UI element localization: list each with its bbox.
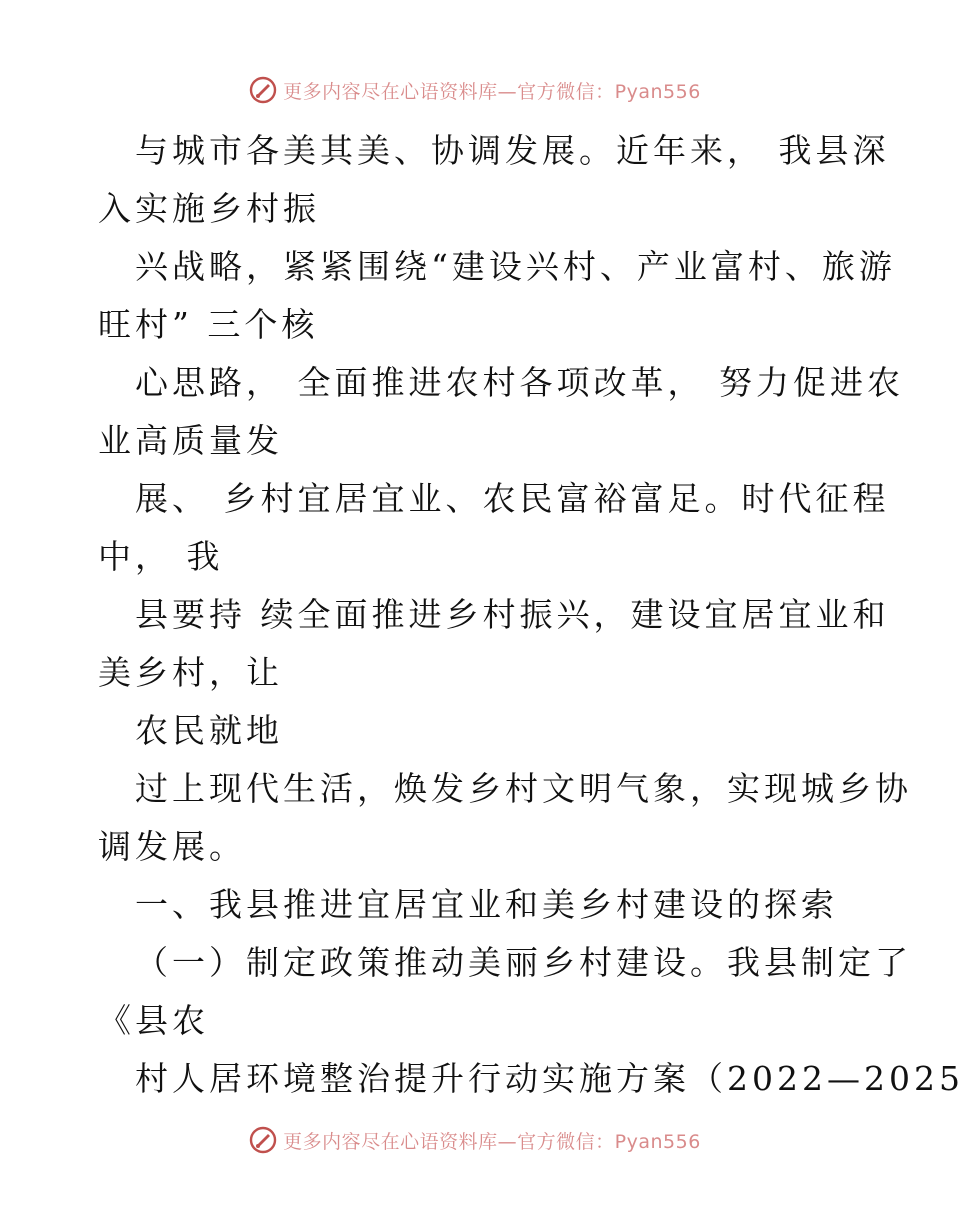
pen-seal-icon xyxy=(249,1126,277,1154)
body-line: 《县农 xyxy=(98,1001,209,1040)
document-body xyxy=(98,122,964,1108)
body-line: 旺村” 三个核 xyxy=(98,305,319,344)
body-line: 县要持 续全面推进乡村振兴，建设宜居宜业和 xyxy=(135,595,890,634)
body-line: 美乡村，让 xyxy=(98,653,283,692)
body-line: 兴战略，紧紧围绕“建设兴村、产业富村、旅游 xyxy=(135,247,896,286)
body-line: 中， 我 xyxy=(98,537,224,576)
body-line: 与城市各美其美、协调发展。近年来， 我县深 xyxy=(135,131,890,170)
section-heading: 一、我县推进宜居宜业和美乡村建设的探索 xyxy=(135,885,838,924)
pen-seal-icon xyxy=(249,76,277,104)
body-line: 心思路， 全面推进农村各项改革， 努力促进农 xyxy=(135,363,904,402)
footer-banner xyxy=(0,1120,950,1160)
body-line: 入实施乡村振 xyxy=(98,189,320,228)
body-line: 业高质量发 xyxy=(98,421,283,460)
body-line: 展、 乡村宜居宜业、农民富裕富足。时代征程 xyxy=(135,479,890,518)
header-banner xyxy=(0,70,950,110)
body-line: （一）制定政策推动美丽乡村建设。我县制定了 xyxy=(135,943,912,982)
body-line: 过上现代生活，焕发乡村文明气象，实现城乡协 xyxy=(135,769,912,808)
footer-banner-text: 更多内容尽在心语资料库—官方微信：Pyan556 xyxy=(283,1130,701,1153)
body-line: 调发展。 xyxy=(98,827,246,866)
header-banner-text: 更多内容尽在心语资料库—官方微信：Pyan556 xyxy=(283,80,701,103)
body-line: 农民就地 xyxy=(135,711,283,750)
body-line: 村人居环境整治提升行动实施方案（2022—2025 xyxy=(135,1059,964,1098)
